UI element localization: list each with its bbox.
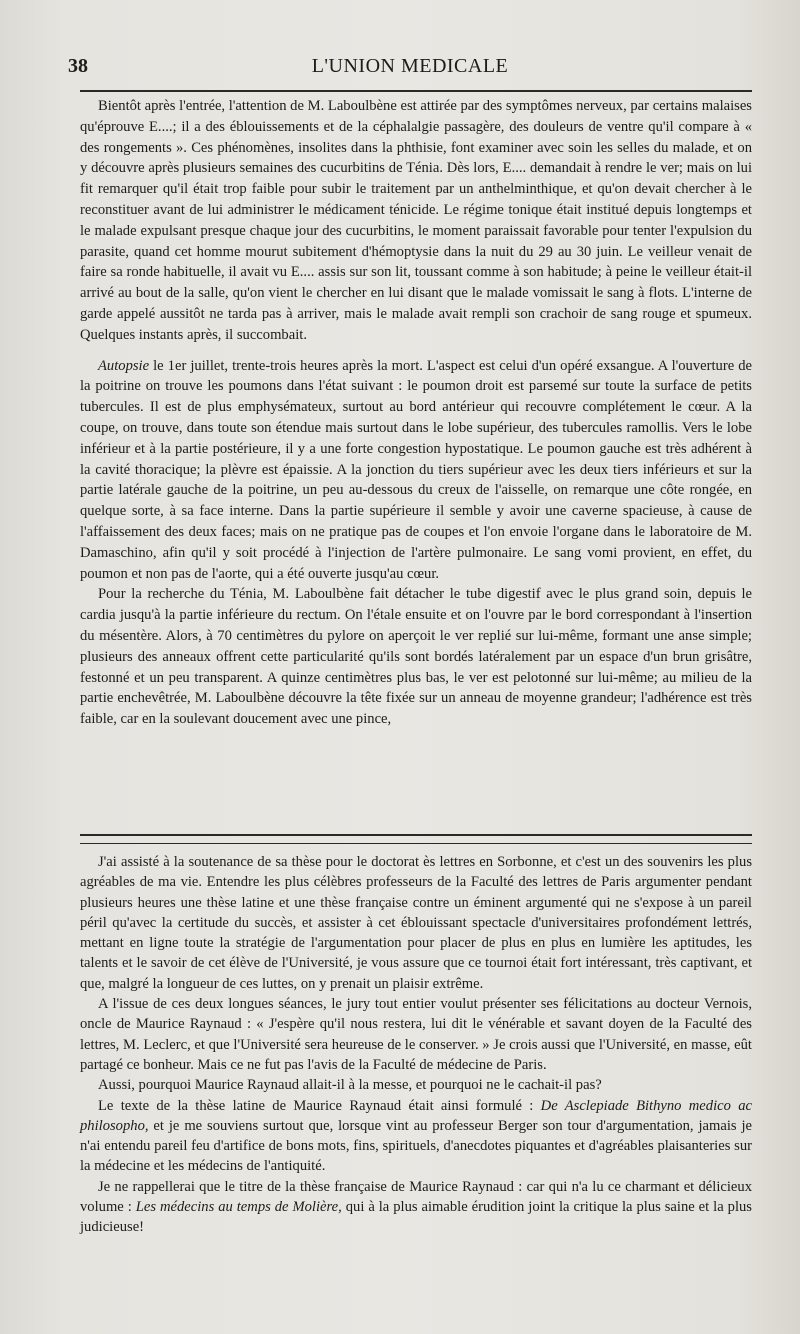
french-thesis-title: Les médecins au temps de Molière, [135, 1199, 342, 1216]
feuilleton-paragraph-4-a: Le texte de la thèse latine de Maurice Raynaud était ainsi formulé : [98, 1097, 541, 1114]
article-paragraph-2-text: le 1er juillet, trente-trois heures après la mort. L'aspect est celui d'un opéré exsangue. A l'ouverture de la poitrine on trouve les poumons dans l'état suivant : le poumon droit est parsemé sur toute la surface de petits tubercules. Il est de plus emphysémateux, surtout au bord antérieur qui recouvre complétement le cœur. A la coupe, on trouve, dans toute son étendue mais surtout dans le lobe supérieur, des tubercules ramollis. Vers le lobe inférieur et à la partie postérieure, il y a une forte congestion hypostatique. Le poumon gauche est très adhérent à la cavité thoracique; la plèvre est épaissie. A la jonction du tiers supérieur avec les deux tiers inférieurs et sur la partie latérale gauche de la poitrine, un peu au-dessous du creux de l'aisselle, on remarque une côte rongée, en quelque sorte, à sa face interne. Dans la partie supérieure il semble y avoir une caverne spacieuse, à cause de l'affaissement des deux faces; mais on ne pratique pas de coupes et l'on envoie l'organe dans le laboratoire de M. Damaschino, afin qu'il y soit procédé à l'injection de l'artère pulmonaire. Le sang vomi provient, en effet, du poumon et non pas de l'aorte, qui a été ouverte jusqu'au cœur. [80, 357, 752, 582]
feuilleton-paragraph-2: A l'issue de ces deux longues séances, le jury tout entier voulut présenter ses félicitations au docteur Vernois, oncle de Maurice Raynaud : « J'espère qu'il nous restera, lui dit le vénérable et savant doyen de la Faculté des lettres, M. Leclerc, et que l'Université sera heureuse de le conserver. » Je crois aussi que l'Université, en masse, eût partagé ce bonheur. Mais ce ne fut pas l'avis de la Faculté de médecine de Paris. [80, 996, 752, 1073]
feuilleton-paragraph-5-b: qui à la plus aimable érudition joint la critique la plus saine et la plus judicieuse! [80, 1199, 752, 1236]
feuilleton-paragraph-1: J'ai assisté à la soutenance de sa thèse pour le doctorat ès lettres en Sorbonne, et c'est un des souvenirs les plus agréables de ma vie. Entendre les plus célèbres professeurs de la Faculté des lettres de Paris argumenter pendant plusieurs heures une thèse latine et une thèse française contre un éminent argumenté qui ne s'expose à un pareil péril qu'avec la certitude du succès, et assister à cet éblouissant spectacle d'universitaires profondément lettrés, mettant en ligne toute la stratégie de l'argumentation pour placer de plus en plus en lumière les aptitudes, les talents et le savoir de cet élève de l'Université, je vous assure que ce tournoi était fort intéressant, très captivant, et que, malgré la longueur de ces luttes, on y prenait un plaisir extrême. [80, 854, 752, 992]
feuilleton-divider [80, 834, 752, 844]
page-number: 38 [68, 55, 88, 77]
feuilleton-column [80, 852, 752, 1302]
feuilleton-paragraph-5-a: Je ne rappellerai que le titre de la thèse française de Maurice Raynaud : car qui n'a lu ce charmant et délicieux volume : [80, 1178, 752, 1216]
feuilleton-paragraph-4-b: et je me souviens surtout que, lorsque vint au professeur Berger son tour d'argumentation, jamais je n'ai entendu pareil feu d'artifice de bons mots, fins, spirituels, d'anecdotes piquantes et d'agréables plaisanteries sur la médecine et les médecins de l'antiquité. [80, 1117, 752, 1175]
running-title: L'UNION MEDICALE [311, 55, 509, 77]
latin-thesis-title: De Asclepiade Bithyno medico ac philosopho, [80, 1097, 752, 1134]
article-paragraph-3: Pour la recherche du Ténia, M. Laboulbène fait détacher le tube digestif avec le plus grand soin, depuis le cardia jusqu'à la partie inférieure du rectum. On l'étale ensuite et on l'ouvre par le bord correspondant à l'insertion du mésentère. Alors, à 70 centimètres du pylore on aperçoit le ver replié sur lui-même, formant une anse simple; plusieurs des anneaux offrent cette particularité qu'ils sont bordés latéralement par un espace d'un brun grisâtre, festonné et un peu transparent. A quinze centimètres plus bas, le ver est pelotonné sur lui-même; au milieu de la partie enchevêtrée, M. Laboulbène découvre la tête fixée sur un anneau de moyenne grandeur; l'adhérence est très faible, car en la soulevant doucement avec une pince, [80, 586, 752, 728]
header-rule [80, 90, 752, 92]
feuilleton-paragraph-4 [80, 1096, 752, 1177]
page-header [68, 55, 752, 85]
article-column [80, 96, 752, 829]
feuilleton-paragraph-3: Aussi, pourquoi Maurice Raynaud allait-il à la messe, et pourquoi ne le cachait-il pas? [98, 1077, 602, 1094]
article-paragraph-2 [80, 356, 752, 585]
feuilleton-paragraph-5 [80, 1177, 752, 1238]
article-paragraph-1: Bientôt après l'entrée, l'attention de M. Laboulbène est attirée par des symptômes nerveux, par certains malaises qu'éprouve E....; il a des éblouissements et de la céphalalgie passagère, des douleurs de ventre qu'il compare à « des rongements ». Ces phénomènes, insolites dans la phthisie, font examiner avec soin les selles du malade, et on y découvre après plusieurs semaines des cucurbitins de Ténia. Dès lors, E.... demandait à rendre le ver; mais on lui fit remarquer qu'il était trop faible pour subir le traitement par un anthelminthique, et qu'on devait chercher à le reconstituer avant de lui administrer le médicament ténicide. Le régime tonique était institué depuis longtemps et le malade expulsant presque chaque jour des cucurbitins, le moment paraissait favorable pour tenter l'expulsion du parasite, quand cet homme mourut subitement d'hémoptysie dans la nuit du 29 au 30 juin. Le veilleur venait de faire sa ronde habituelle, il avait vu E.... assis sur son lit, toussant comme à son habitude; à peine le veilleur était-il arrivé au bout de la salle, qu'on vient le chercher en lui disant que le malade vomissait le sang à flots. L'interne de garde appelé aussitôt ne tarda pas à arriver, mais le malade avait rempli son crachoir de sang rouge et spumeux. Quelques instants après, il succombait. [80, 98, 752, 343]
autopsie-lead: Autopsie [98, 357, 150, 374]
